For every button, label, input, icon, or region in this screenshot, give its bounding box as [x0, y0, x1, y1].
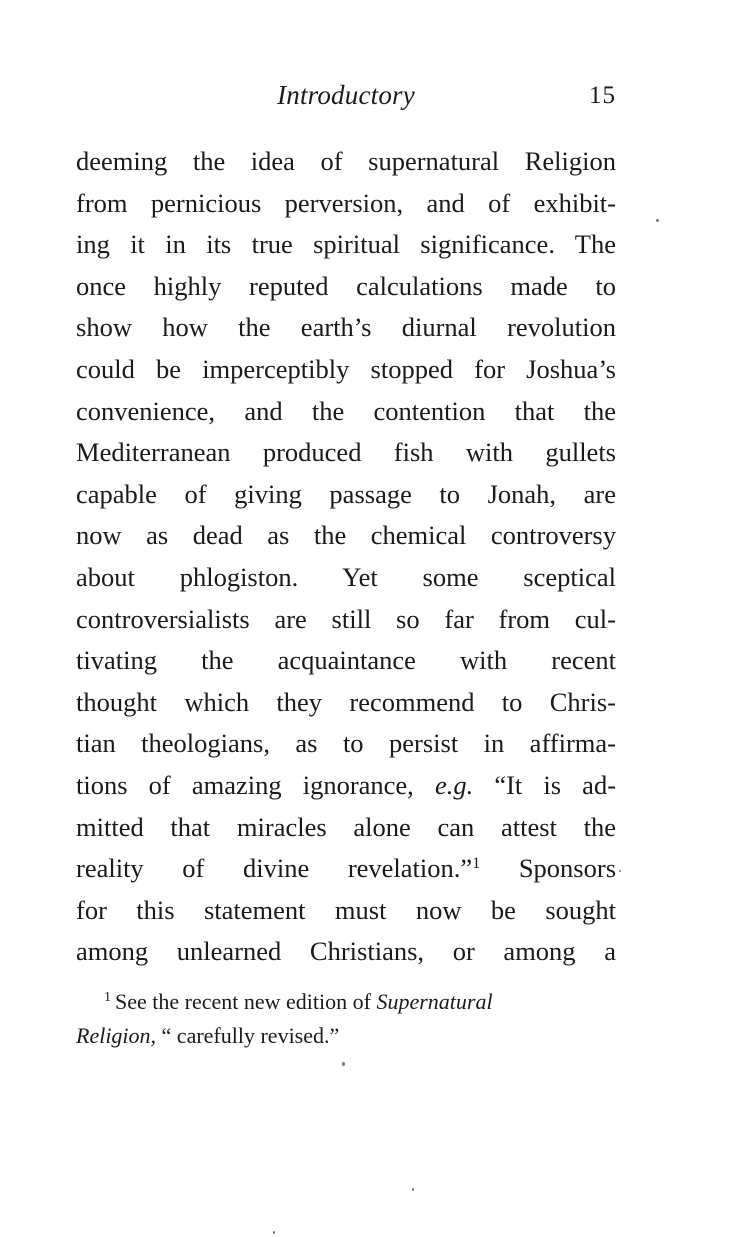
text-line: controversialists are still so far from cul-	[76, 603, 616, 634]
text-line: for this statement must now be sought	[76, 894, 616, 925]
text-segment: reality of divine revelation.”	[76, 853, 473, 884]
text-line: tivating the acquaintance with recent	[76, 645, 616, 676]
text-line: show how the earth’s diurnal revolution	[76, 312, 616, 343]
text-line: about phlogiston. Yet some sceptical	[76, 561, 616, 592]
footnote-italic-title: Religion,	[76, 1023, 157, 1048]
footnote-text: See the recent new edition of	[115, 989, 371, 1014]
running-title: Introductory	[277, 80, 415, 110]
text-line: from pernicious perversion, and of exhibit-	[76, 187, 616, 218]
footnote-line	[76, 1019, 616, 1053]
scan-speck	[412, 1188, 414, 1191]
body-text	[76, 141, 616, 973]
footnote-italic-title: Supernatural	[376, 989, 493, 1014]
text-line: convenience, and the contention that the	[76, 395, 616, 426]
scan-speck	[273, 1231, 275, 1234]
text-line: could be imperceptibly stopped for Joshua’s	[76, 353, 616, 384]
scan-speck	[619, 870, 621, 872]
page-number: 15	[589, 82, 616, 109]
running-head	[76, 80, 616, 116]
italic-abbreviation: e.g.	[434, 769, 474, 800]
text-line: thought which they recommend to Chris-	[76, 686, 616, 717]
text-line: tian theologians, as to persist in affirma-	[76, 728, 616, 759]
text-line: Mediterranean produced fish with gullets	[76, 437, 616, 468]
text-line-with-footnote-ref	[76, 848, 616, 890]
text-line: deeming the idea of supernatural Religion	[76, 146, 616, 176]
text-segment: Sponsors	[518, 853, 616, 884]
text-line-with-abbreviation	[76, 765, 616, 807]
footnote-mark: 1	[104, 990, 111, 1005]
footnote	[76, 985, 616, 1053]
text-line: among unlearned Christians, or among a	[76, 936, 616, 967]
text-line: now as dead as the chemical controversy	[76, 520, 616, 551]
scan-speck	[656, 219, 659, 222]
text-segment: tions of amazing ignorance,	[76, 769, 414, 800]
footnote-line	[76, 985, 616, 1019]
text-line: once highly reputed calculations made to	[76, 270, 616, 301]
footnote-text: “ carefully revised.”	[161, 1023, 340, 1048]
scan-speck	[342, 1062, 345, 1066]
text-line: mitted that miracles alone can attest the	[76, 811, 616, 842]
text-line: capable of giving passage to Jonah, are	[76, 478, 616, 509]
text-line: ing it in its true spiritual significance. The	[76, 229, 616, 260]
footnote-reference: 1	[472, 855, 481, 873]
text-segment: “It is ad-	[494, 769, 616, 800]
